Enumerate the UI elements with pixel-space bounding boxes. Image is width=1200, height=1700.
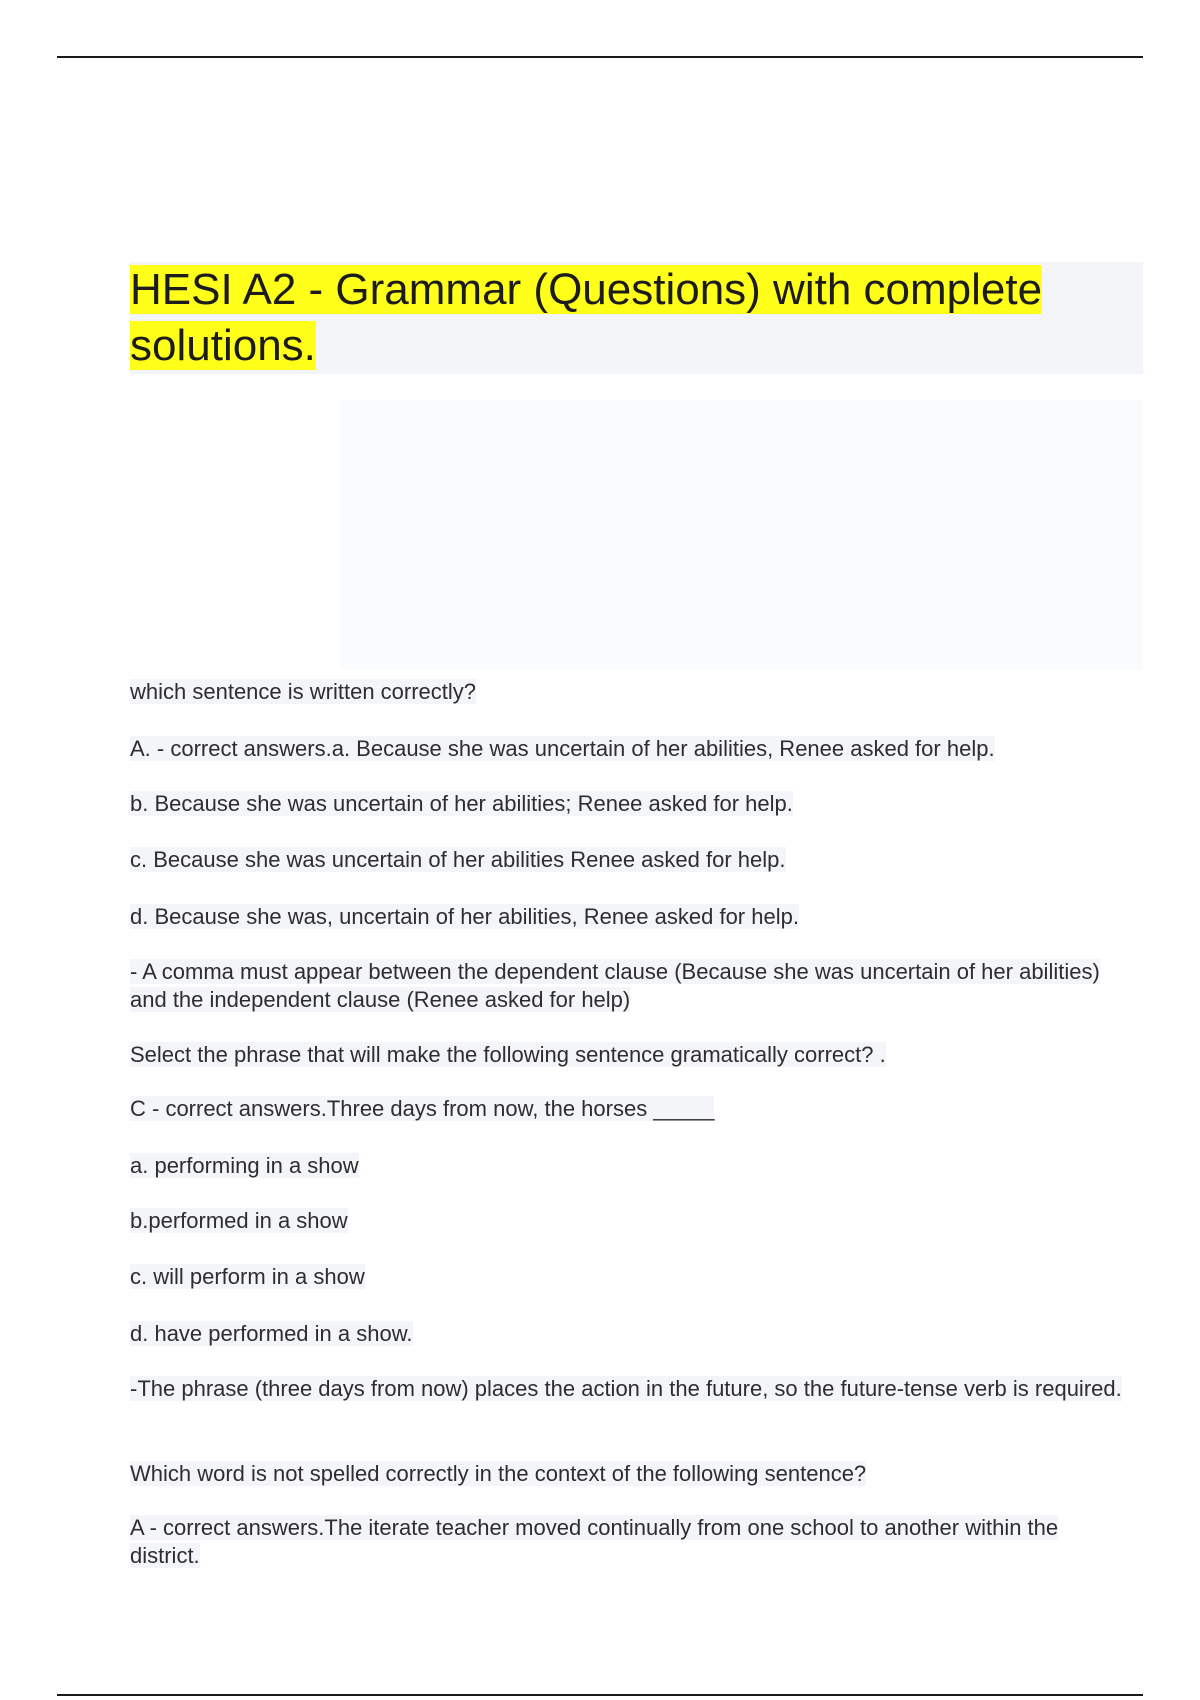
bottom-rule — [57, 1694, 1143, 1696]
blank-area — [340, 400, 1143, 670]
question-1-option-c: c. Because she was uncertain of her abilities Renee asked for help. — [130, 847, 786, 872]
document-title — [130, 262, 1143, 374]
question-2-answer: C - correct answers.Three days from now, the horses _____ — [130, 1096, 715, 1121]
question-2-option-c: c. will perform in a show — [130, 1264, 365, 1289]
question-2-option-a: a. performing in a show — [130, 1153, 359, 1178]
question-2-prompt: Select the phrase that will make the following sentence gramatically correct? . — [130, 1042, 886, 1067]
question-2-rationale: -The phrase (three days from now) places the action in the future, so the future-tense verb is required. — [130, 1376, 1122, 1401]
title-highlight: HESI A2 - Grammar (Questions) with complete solutions. — [130, 265, 1043, 370]
question-2-option-d: d. have performed in a show. — [130, 1321, 413, 1346]
top-rule — [57, 56, 1143, 58]
question-1-option-d: d. Because she was, uncertain of her abilities, Renee asked for help. — [130, 904, 799, 929]
question-1-answer: A. - correct answers.a. Because she was uncertain of her abilities, Renee asked for help. — [130, 736, 995, 761]
question-3-answer: A - correct answers.The iterate teacher moved continually from one school to another within the district. — [130, 1515, 1059, 1568]
question-2-option-b: b.performed in a show — [130, 1208, 348, 1233]
question-1-rationale: - A comma must appear between the dependent clause (Because she was uncertain of her abilities) and the independent clause (Renee asked for help) — [130, 959, 1100, 1012]
question-1-prompt: which sentence is written correctly? — [130, 679, 477, 704]
question-3-prompt: Which word is not spelled correctly in the context of the following sentence? — [130, 1461, 867, 1486]
question-1-option-b: b. Because she was uncertain of her abilities; Renee asked for help. — [130, 791, 793, 816]
